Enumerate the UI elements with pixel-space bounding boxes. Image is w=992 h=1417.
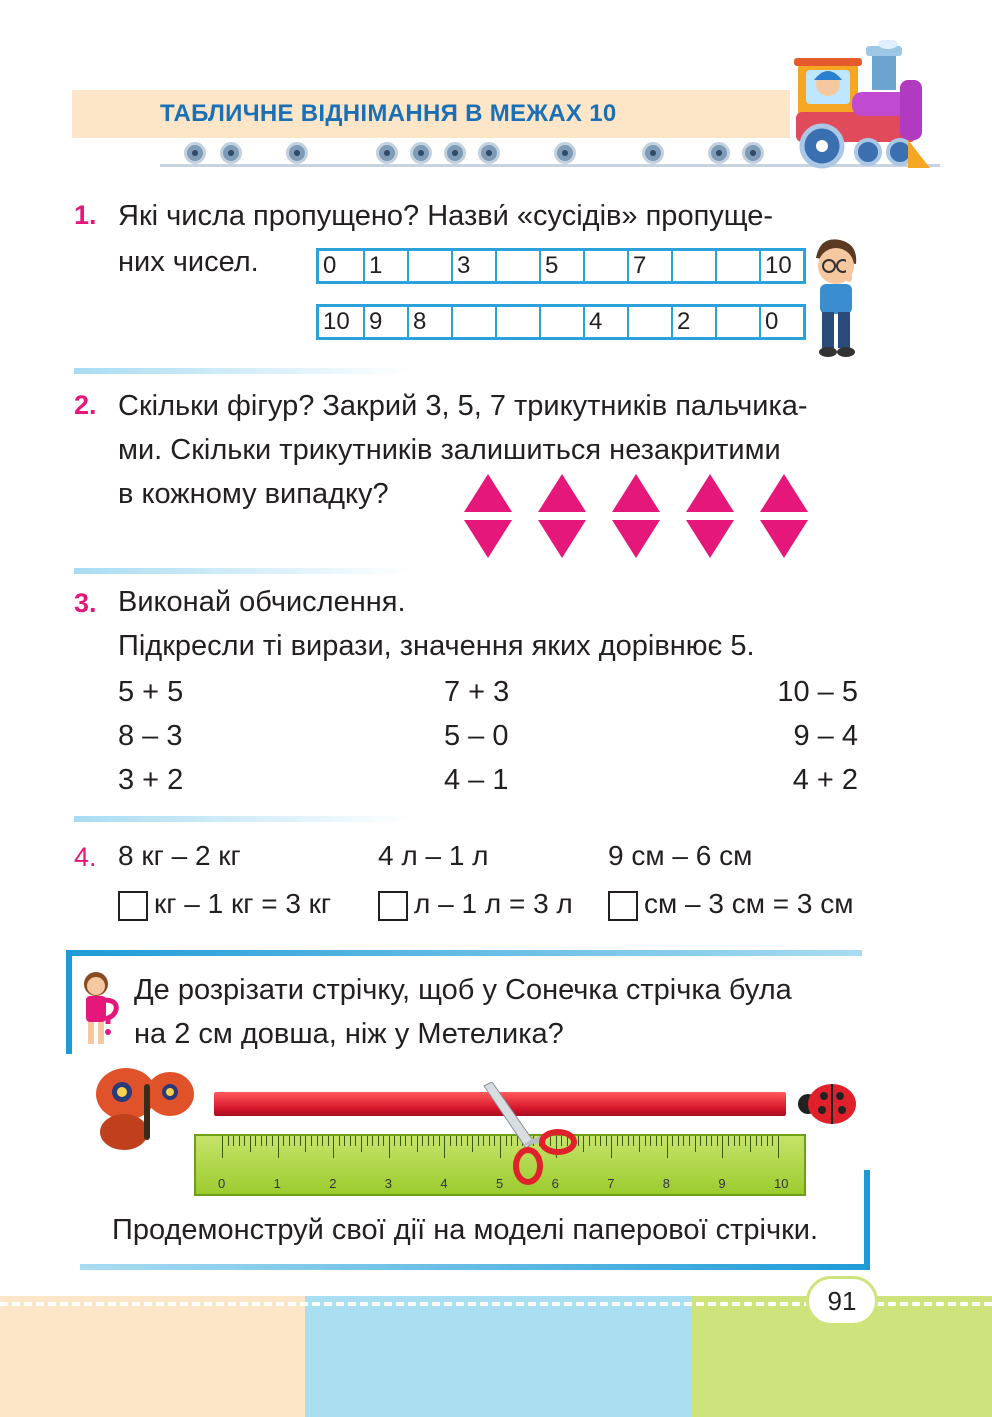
puzzle-frame-right xyxy=(864,1170,870,1270)
ruler-tick xyxy=(633,1136,634,1146)
ruler-tick xyxy=(600,1136,601,1146)
ruler-tick xyxy=(728,1136,729,1146)
section-divider xyxy=(74,368,414,374)
puzzle-frame-bottom xyxy=(80,1264,870,1270)
ruler-tick xyxy=(672,1136,673,1146)
number-cell: 9 xyxy=(363,307,407,337)
expression: 3 + 2 xyxy=(118,764,184,796)
equation-with-blank xyxy=(378,888,573,921)
ruler-tick xyxy=(745,1136,746,1146)
wheel-icon xyxy=(478,142,500,164)
triangle-down xyxy=(686,520,734,558)
ruler-tick xyxy=(772,1136,773,1146)
puzzle-question: на 2 см довша, ніж у Метелика? xyxy=(134,1018,564,1050)
scissors-icon xyxy=(478,1082,578,1188)
ruler-tick xyxy=(689,1136,690,1146)
ruler-tick xyxy=(422,1136,423,1146)
task-number: 3. xyxy=(74,588,97,618)
ruler-label: 3 xyxy=(384,1176,393,1191)
ruler-tick xyxy=(639,1136,640,1152)
wheel-icon xyxy=(184,142,206,164)
blank-cell[interactable] xyxy=(495,307,539,337)
expression: 7 + 3 xyxy=(444,676,510,708)
equation-with-blank xyxy=(118,888,331,921)
triangle-up xyxy=(760,474,808,512)
number-cell: 8 xyxy=(407,307,451,337)
ruler-label: 8 xyxy=(662,1176,671,1191)
ruler-tick xyxy=(433,1136,434,1146)
task-text: в кожному випадку? xyxy=(118,478,389,510)
expression: 4 – 1 xyxy=(444,764,509,796)
ruler-tick xyxy=(255,1136,256,1146)
ruler-tick xyxy=(228,1136,229,1146)
ruler-label: 2 xyxy=(329,1176,337,1191)
expression: 8 – 3 xyxy=(118,720,183,752)
equation-text: кг – 1 кг = 3 кг xyxy=(154,888,332,919)
footer-band xyxy=(305,1296,691,1417)
ruler-tick xyxy=(378,1136,379,1146)
triangle-up xyxy=(464,474,512,512)
ruler-tick xyxy=(361,1136,362,1152)
task-text: Які числа пропущено? Назви́ «сусідів» пропуще- xyxy=(118,200,774,232)
expression: 9 см – 6 см xyxy=(608,840,753,871)
task-number: 1. xyxy=(74,200,97,230)
blank-cell[interactable] xyxy=(539,307,583,337)
ruler-tick xyxy=(439,1136,440,1146)
expression: 10 – 5 xyxy=(777,676,858,708)
ruler-tick xyxy=(261,1136,262,1146)
ruler-tick xyxy=(700,1136,701,1146)
ruler-tick xyxy=(722,1136,723,1158)
ruler-tick xyxy=(344,1136,345,1146)
blank-cell[interactable] xyxy=(407,251,451,281)
number-cell: 1 xyxy=(363,251,407,281)
wheel-icon xyxy=(708,142,730,164)
ruler-tick xyxy=(472,1136,473,1152)
wheel-icon xyxy=(554,142,576,164)
ruler-tick xyxy=(266,1136,267,1146)
instruction-text: Продемонструй свої дії на моделі паперової стрічки. xyxy=(112,1214,819,1246)
ruler-tick xyxy=(233,1136,234,1146)
ruler-label: 7 xyxy=(607,1176,615,1191)
section-divider xyxy=(74,816,414,822)
ruler-tick xyxy=(333,1136,334,1158)
ruler-tick xyxy=(611,1136,612,1158)
ruler-tick xyxy=(222,1136,223,1158)
ruler-tick xyxy=(322,1136,323,1146)
ruler-tick xyxy=(711,1136,712,1146)
ruler-tick xyxy=(739,1136,740,1146)
ruler-label: 9 xyxy=(718,1176,726,1191)
girl-question-icon xyxy=(78,970,120,1052)
ruler-tick xyxy=(706,1136,707,1146)
blank-cell[interactable] xyxy=(715,251,759,281)
ruler-tick xyxy=(305,1136,306,1152)
ruler-tick xyxy=(294,1136,295,1146)
ruler-tick xyxy=(761,1136,762,1146)
ruler-tick xyxy=(650,1136,651,1146)
ruler-tick xyxy=(456,1136,457,1146)
ruler-tick xyxy=(239,1136,240,1146)
ruler-tick xyxy=(289,1136,290,1146)
number-row-descending xyxy=(316,304,806,340)
ruler-label: 4 xyxy=(440,1176,448,1191)
blank-cell[interactable] xyxy=(671,251,715,281)
ruler-tick xyxy=(734,1136,735,1146)
ruler-tick xyxy=(683,1136,684,1146)
ruler-tick xyxy=(300,1136,301,1146)
ruler-tick xyxy=(645,1136,646,1146)
puzzle-frame-left xyxy=(66,950,72,1054)
wheel-icon xyxy=(642,142,664,164)
blank-cell[interactable] xyxy=(495,251,539,281)
expression: 8 кг – 2 кг xyxy=(118,840,241,871)
ruler-tick xyxy=(628,1136,629,1146)
wheel-icon xyxy=(444,142,466,164)
triangle-down xyxy=(538,520,586,558)
blank-cell[interactable] xyxy=(583,251,627,281)
ruler-tick xyxy=(355,1136,356,1146)
ruler-tick xyxy=(595,1136,596,1146)
task-number: 2. xyxy=(74,390,97,420)
ruler-tick xyxy=(756,1136,757,1146)
ruler-tick xyxy=(467,1136,468,1146)
wheel-icon xyxy=(410,142,432,164)
ruler-label: 1 xyxy=(273,1176,281,1191)
expression: 5 – 0 xyxy=(444,720,509,752)
puzzle-question: Де розрізати стрічку, щоб у Сонечка стрічка була xyxy=(134,974,792,1006)
ruler-tick xyxy=(311,1136,312,1146)
wheel-icon xyxy=(220,142,242,164)
ruler-tick xyxy=(667,1136,668,1158)
answer-box[interactable] xyxy=(378,891,408,921)
ruler-tick xyxy=(695,1136,696,1152)
expression: 4 л – 1 л xyxy=(378,840,489,871)
number-cell: 10 xyxy=(759,251,803,281)
ruler-tick xyxy=(428,1136,429,1146)
ruler-tick xyxy=(606,1136,607,1146)
expression: 5 + 5 xyxy=(118,676,184,708)
equation-text: л – 1 л = 3 л xyxy=(414,888,573,919)
number-cell: 7 xyxy=(627,251,671,281)
ruler-tick xyxy=(350,1136,351,1146)
blank-cell[interactable] xyxy=(715,307,759,337)
ruler-tick xyxy=(444,1136,445,1158)
ruler-label: 0 xyxy=(218,1176,226,1191)
ruler-tick xyxy=(250,1136,251,1152)
ruler-tick xyxy=(317,1136,318,1146)
ruler-tick xyxy=(461,1136,462,1146)
ruler-tick xyxy=(678,1136,679,1146)
number-cell: 4 xyxy=(583,307,627,337)
ruler-tick xyxy=(383,1136,384,1146)
ruler-tick xyxy=(622,1136,623,1146)
footer-band xyxy=(0,1296,305,1417)
ruler-tick xyxy=(394,1136,395,1146)
task-text: них чисел. xyxy=(118,246,259,278)
section-divider xyxy=(74,568,414,574)
ruler-tick xyxy=(400,1136,401,1146)
blank-cell[interactable] xyxy=(627,307,671,337)
ruler-tick xyxy=(278,1136,279,1158)
puzzle-frame-top xyxy=(66,950,862,956)
ruler-tick xyxy=(328,1136,329,1146)
task-number: 4. xyxy=(74,842,97,872)
ruler-tick xyxy=(750,1136,751,1152)
ruler-tick xyxy=(617,1136,618,1146)
number-cell: 0 xyxy=(759,307,803,337)
answer-box[interactable] xyxy=(118,891,148,921)
ruler-tick xyxy=(272,1136,273,1146)
expression: 9 – 4 xyxy=(793,720,858,752)
ruler-tick xyxy=(405,1136,406,1146)
ruler-tick xyxy=(367,1136,368,1146)
ruler-tick xyxy=(778,1136,779,1158)
number-row-ascending xyxy=(316,248,806,284)
task-text: ми. Скільки трикутників залишиться незакритими xyxy=(118,434,781,466)
ruler-tick xyxy=(661,1136,662,1146)
ladybug-icon xyxy=(794,1078,858,1126)
number-cell: 10 xyxy=(323,308,350,335)
butterfly-icon xyxy=(94,1064,198,1152)
blank-cell[interactable] xyxy=(451,307,495,337)
ruler-tick xyxy=(372,1136,373,1146)
ruler-tick xyxy=(283,1136,284,1146)
equation-with-blank xyxy=(608,888,854,921)
answer-box[interactable] xyxy=(608,891,638,921)
number-cell: 5 xyxy=(539,251,583,281)
task-text: Виконай обчислення. xyxy=(118,586,406,618)
triangle-up xyxy=(538,474,586,512)
ruler-tick xyxy=(583,1136,584,1152)
wheel-icon xyxy=(376,142,398,164)
locomotive-icon xyxy=(792,40,932,172)
number-cell: 0 xyxy=(323,252,337,279)
ruler-label: 5 xyxy=(496,1176,504,1191)
ruler-tick xyxy=(417,1136,418,1152)
triangle-up xyxy=(686,474,734,512)
number-cell: 2 xyxy=(671,307,715,337)
ruler-label: 10 xyxy=(774,1176,789,1191)
equation-text: см – 3 см = 3 см xyxy=(644,888,854,919)
boy-illustration xyxy=(806,236,866,358)
ruler-tick xyxy=(339,1136,340,1146)
ruler-tick xyxy=(411,1136,412,1146)
ruler-tick xyxy=(717,1136,718,1146)
page-title: ТАБЛИЧНЕ ВІДНІМАННЯ В МЕЖАХ 10 xyxy=(160,100,617,127)
triangle-down xyxy=(464,520,512,558)
ruler-label: 6 xyxy=(551,1176,559,1191)
ruler-tick xyxy=(589,1136,590,1146)
page-number: 91 xyxy=(827,1286,857,1316)
ruler-tick xyxy=(389,1136,390,1158)
task-text: Підкресли ті вирази, значення яких дорівнює 5. xyxy=(118,630,755,662)
ruler-tick xyxy=(656,1136,657,1146)
task-text: Скільки фігур? Закрий 3, 5, 7 трикутників пальчика- xyxy=(118,390,808,422)
wheel-icon xyxy=(286,142,308,164)
triangle-down xyxy=(760,520,808,558)
ruler-tick xyxy=(244,1136,245,1146)
expression: 4 + 2 xyxy=(792,764,858,796)
number-cell: 3 xyxy=(451,251,495,281)
ruler-tick xyxy=(767,1136,768,1146)
wheel-icon xyxy=(742,142,764,164)
triangle-up xyxy=(612,474,660,512)
ruler-tick xyxy=(450,1136,451,1146)
triangle-down xyxy=(612,520,660,558)
